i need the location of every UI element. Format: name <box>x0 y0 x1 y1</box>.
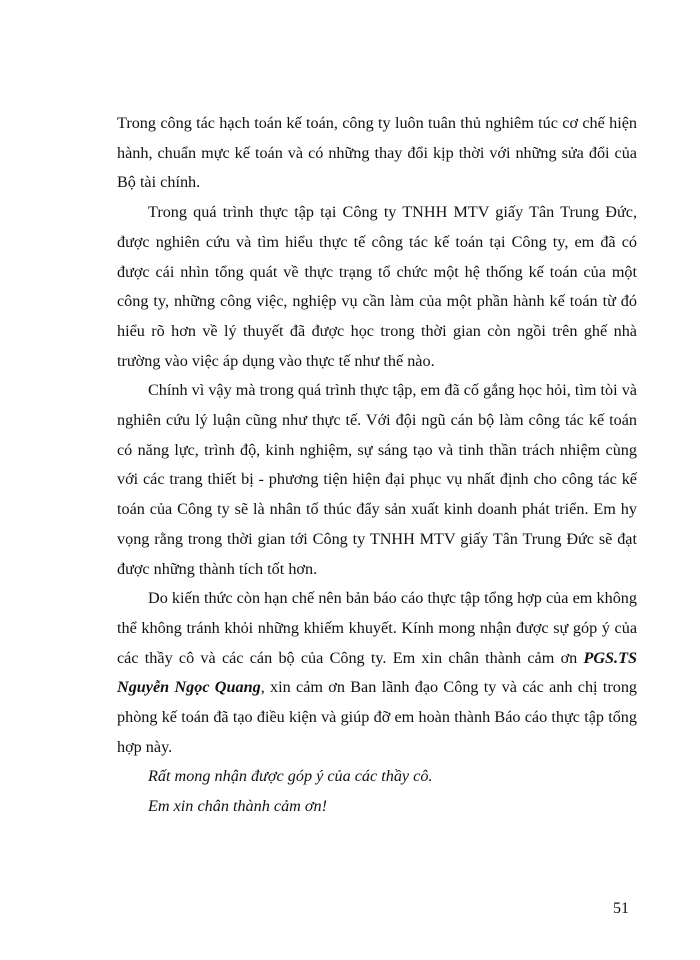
acknowledgement-text-start: Do kiến thức còn hạn chế nên bản báo cáo thực tập tổng hợp của em không thể không tránh khỏi những khiếm khuyết. Kính mong nhận được sự góp ý của các thầy cô và các cán bộ của Công ty. Em xin chân thành cảm ơn <box>117 589 637 667</box>
paragraph-accounting-compliance: Trong công tác hạch toán kế toán, công ty luôn tuân thủ nghiêm túc cơ chế hiện hành, chuẩn mực kế toán và có những thay đổi kịp thời với những sửa đổi của Bộ tài chính. <box>117 114 637 192</box>
body-text <box>117 109 637 822</box>
closing-line-feedback: Rất mong nhận được góp ý của các thầy cô. <box>148 767 433 786</box>
acknowledgement-text-end: , xin cảm ơn Ban lãnh đạo Công ty và các anh chị trong phòng kế toán đã tạo điều kiện và giúp đỡ em hoàn thành Báo cáo thực tập tổng hợp này. <box>117 678 638 756</box>
page-number: 51 <box>613 900 629 917</box>
paragraph-acknowledgement <box>117 584 637 762</box>
paragraph-internship-experience: Trong quá trình thực tập tại Công ty TNHH MTV giấy Tân Trung Đức, được nghiên cứu và tìm hiểu thực tế công tác kế toán tại Công ty, em đã có được cái nhìn tổng quát về thực trạng tổ chức một hệ thống kế toán của một công ty, những công việc, nghiệp vụ cần làm của một phần hành kế toán từ đó hiểu rõ hơn về lý thuyết đã được học trong thời gian còn ngồi trên ghế nhà trường vào việc áp dụng vào thực tế như thế nào. <box>117 203 637 370</box>
closing-line-thanks: Em xin chân thành cảm ơn! <box>148 797 328 816</box>
supervisor-name: PGS.TS Nguyễn Ngọc Quang <box>117 648 637 697</box>
paragraph-learning-efforts: Chính vì vậy mà trong quá trình thực tập, em đã cố gắng học hỏi, tìm tòi và nghiên cứu lý luận cũng như thực tế. Với đội ngũ cán bộ làm công tác kế toán có năng lực, trình độ, kinh nghiệm, sự sáng tạo và tinh thần trách nhiệm cùng với các trang thiết bị - phương tiện hiện đại phục vụ nhất định cho công tác kế toán của Công ty sẽ là nhân tố thúc đẩy sản xuất kinh doanh phát triển. Em hy vọng rằng trong thời gian tới Công ty TNHH MTV giấy Tân Trung Đức sẽ đạt được những thành tích tốt hơn. <box>117 381 637 578</box>
